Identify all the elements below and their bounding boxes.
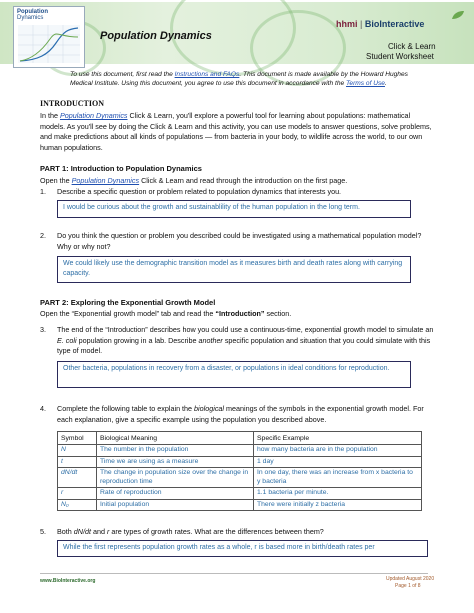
logo-hhmi-text: hhmi [336, 19, 358, 29]
logo-separator: | [357, 19, 365, 29]
question-number: 3. [40, 325, 46, 334]
part2-bold-text: “Introduction” [215, 309, 265, 318]
thumbnail-title: Population [17, 9, 48, 15]
q4-italic: biological [194, 404, 225, 413]
worksheet-type-line2: Student Worksheet [366, 52, 434, 61]
symbol-table [57, 431, 422, 511]
question-3 [57, 325, 439, 357]
table-row [58, 456, 422, 468]
q5-text: and [90, 527, 107, 536]
q3-text: specific population and situation that you could simulate with this type of model. [57, 335, 431, 355]
q4-text: Complete the following table to explain the [57, 404, 195, 413]
example-cell[interactable]: In one day, there was an increase from x bacteria to y bacteria [254, 468, 422, 488]
table-row [58, 445, 422, 457]
introduction-heading: INTRODUCTION [40, 99, 105, 108]
thumbnail-graph-icon [18, 25, 80, 63]
q5-italic: dN/dt [73, 527, 91, 536]
example-cell[interactable]: how many bacteria are in the population [254, 445, 422, 457]
part2-heading: PART 2: Exploring the Exponential Growth Model [40, 298, 216, 307]
usage-note-text: . [384, 80, 387, 87]
hhmi-biointeractive-logo [336, 19, 424, 29]
symbol-cell: N [58, 445, 97, 457]
answer-box-2[interactable]: We could likely use the demographic transition model as it measures birth and death rates along with carrying capacity. [57, 256, 411, 283]
introduction-paragraph [40, 111, 436, 153]
table-header-cell: Symbol [58, 432, 97, 445]
q5-italic: r [106, 527, 110, 536]
question-number: 1. [40, 187, 46, 196]
page-header [0, 0, 474, 66]
usage-note-text: To use this document, first read the [70, 71, 175, 78]
intro-text: Click & Learn, you'll explore a powerful tool for learning about populations: mathematical models. As you'll see by doing the Click & Learn and this activity, you can use models to answer questions, solve problems, and make predictions about all kinds of populations — from bacteria in your body, to wildlife across the world, to our own human populations. [40, 111, 432, 152]
answer-box-3[interactable]: Other bacteria, populations in recovery from a disaster, or populations in ideal conditions for reproduction. [57, 361, 411, 388]
document-title: Population Dynamics [100, 30, 212, 42]
q3-text: The end of the “Introduction” describes how you could use a continuous-time, exponential growth model to simulate an [57, 325, 434, 334]
symbol-cell: r [58, 488, 97, 500]
question-4 [57, 404, 439, 425]
part2-instructions [40, 309, 436, 320]
instructions-faqs-link[interactable]: Instructions and FAQs [174, 71, 240, 78]
usage-note [70, 70, 420, 88]
footer-website: www.BioInteractive.org [40, 578, 96, 584]
table-row [58, 468, 422, 488]
symbol-cell: t [58, 456, 97, 468]
intro-text: In the [40, 111, 60, 120]
meaning-cell[interactable]: The number in the population [97, 445, 254, 457]
click-learn-thumbnail [13, 6, 85, 68]
logo-biointeractive-text: BioInteractive [364, 19, 425, 29]
terms-of-use-link[interactable]: Terms of Use [346, 80, 385, 87]
symbol-cell: N₀ [58, 499, 97, 511]
footer-page-number: Page 1 of 8 [395, 583, 421, 589]
table-row [58, 499, 422, 511]
question-number: 5. [40, 527, 46, 536]
q5-text: are types of growth rates. What are the differences between them? [109, 527, 324, 536]
q4-text: meanings of the symbols in the exponential growth model. For each explanation, give a specific example using the population you described above. [57, 404, 424, 424]
usage-note-text: . This document is made available by the Howard Hughes Medical Institute. Using this document, you agree to use this document in accordance with the [70, 71, 408, 87]
example-cell[interactable]: 1 day [254, 456, 422, 468]
table-header-row [58, 432, 422, 445]
symbol-cell: dN/dt [58, 468, 97, 488]
leaf-icon [451, 10, 465, 20]
meaning-cell[interactable]: Time we are using as a measure [97, 456, 254, 468]
q3-text: population growing in a lab. Describe [76, 335, 199, 345]
question-5 [57, 527, 439, 538]
thumbnail-subtitle: Dynamics [17, 15, 44, 21]
question-1: Describe a specific question or problem related to population dynamics that interests you. [57, 187, 342, 196]
part2-text: Open the “Exponential growth model” tab and read the [40, 309, 216, 318]
q3-italic: another [198, 335, 223, 345]
example-cell[interactable]: There were initially z bacteria [254, 499, 422, 511]
example-cell[interactable]: 1.1 bacteria per minute. [254, 488, 422, 500]
footer-divider [40, 573, 428, 574]
population-dynamics-link[interactable]: Population Dynamics [59, 111, 128, 120]
q3-italic: E. coli [57, 335, 77, 345]
answer-box-5[interactable]: While the first represents population growth rates as a whole, r is based more in birth/death rates per [57, 540, 428, 557]
table-header-cell: Specific Example [254, 432, 422, 445]
part1-heading: PART 1: Introduction to Population Dynamics [40, 164, 202, 173]
table-row [58, 488, 422, 500]
part2-text: section. [264, 309, 292, 318]
part1-text: Open the [40, 176, 72, 185]
part1-instructions [40, 176, 436, 187]
meaning-cell[interactable]: The change in population size over the change in reproduction time [97, 468, 254, 488]
question-number: 4. [40, 404, 46, 413]
answer-box-1[interactable]: I would be curious about the growth and sustainablility of the human population in the long term. [57, 200, 411, 218]
table-header-cell: Biological Meaning [97, 432, 254, 445]
part1-text: Click & Learn and read through the introduction on the first page. [139, 176, 348, 185]
meaning-cell[interactable]: Rate of reproduction [97, 488, 254, 500]
question-number: 2. [40, 231, 46, 240]
meaning-cell[interactable]: Initial population [97, 499, 254, 511]
footer-updated: Updated August 2020 [386, 576, 435, 582]
population-dynamics-link[interactable]: Population Dynamics [71, 176, 140, 185]
q5-text: Both [57, 527, 74, 536]
worksheet-type-line1: Click & Learn [388, 42, 436, 51]
question-2: Do you think the question or problem you described could be investigated using a mathematical population model? Why or why not? [57, 231, 422, 251]
